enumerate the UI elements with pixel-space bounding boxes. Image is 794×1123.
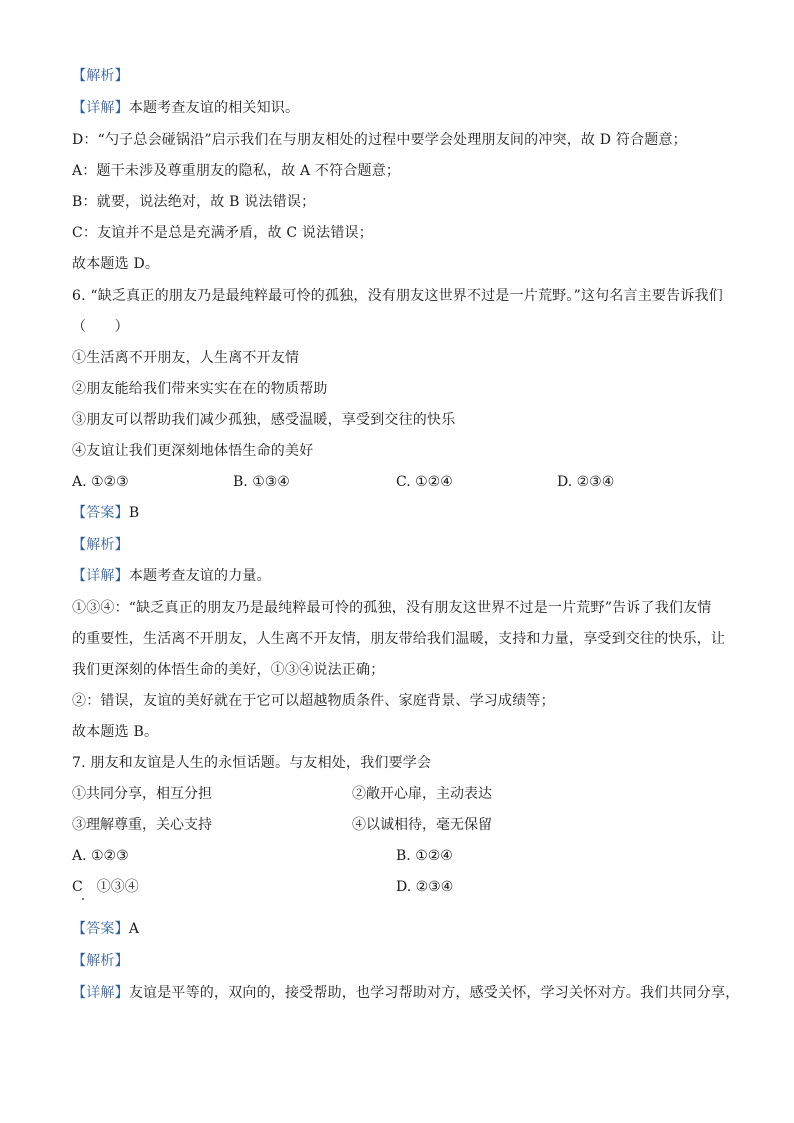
- stray-dot: [82, 898, 84, 900]
- question-stem: 7. 朋友和友谊是人生的永恒话题。与友相处，我们要学会: [72, 755, 432, 771]
- explain-line: 的重要性，生活离不开朋友，人生离不开友情，朋友带给我们温暖，支持和力量，享受到交往的快乐，让: [72, 631, 726, 647]
- answer-label: 【答案】: [72, 505, 129, 521]
- statement-item: ①共同分享，相互分担: [72, 786, 212, 802]
- statement-item: ④友谊让我们更深刻地体悟生命的美好: [72, 443, 314, 459]
- statement-item: ②朋友能给我们带来实实在在的物质帮助: [72, 381, 328, 397]
- statement-item: ②敞开心扉，主动表达: [352, 786, 492, 802]
- answer-blank: （ ）: [72, 319, 129, 335]
- conclusion: 故本题选 B。: [72, 724, 159, 740]
- question-stem: 6. “缺乏真正的朋友乃是最纯粹最可怜的孤独，没有朋友这世界不过是一片荒野。”这句名言主要告诉我们: [72, 288, 723, 304]
- option-c: C ①③④: [72, 879, 139, 895]
- detail-text: 本题考查友谊的相关知识。: [128, 100, 300, 116]
- explain-line: 我们更深刻的体悟生命的美好，①③④说法正确；: [72, 662, 385, 678]
- explain-line: ①③④：“缺乏真正的朋友乃是最纯粹最可怜的孤独，没有朋友这世界不过是一片荒野”告诉了我们友情: [72, 600, 712, 616]
- analysis-label: 【解析】: [72, 537, 129, 553]
- detail-label: 【详解】: [72, 100, 129, 116]
- detail-label: 【详解】: [72, 985, 129, 1001]
- answer-line: [72, 919, 139, 939]
- option-a: A. ①②③: [72, 474, 129, 490]
- statement-item: ③朋友可以帮助我们减少孤独，感受温暖，享受到交往的快乐: [72, 412, 456, 428]
- detail-line: [72, 98, 299, 118]
- option-b: B. ①②④: [396, 848, 453, 864]
- option-c: C. ①②④: [396, 474, 453, 490]
- explain-line: ②：错误，友谊的美好就在于它可以超越物质条件、家庭背景、学习成绩等；: [72, 693, 555, 709]
- statement-item: ③理解尊重，关心支持: [72, 817, 212, 833]
- statement-item: ①生活离不开朋友，人生离不开友情: [72, 350, 300, 366]
- option-d: D. ②③④: [396, 879, 454, 895]
- answer-value: A: [128, 921, 140, 937]
- detail-label: 【详解】: [72, 568, 129, 584]
- detail-line: [72, 983, 739, 1003]
- explain-line-c: C：友谊并不是总是充满矛盾，故 C 说法错误；: [72, 225, 373, 241]
- explain-line-b: B：就要，说法绝对，故 B 说法错误；: [72, 194, 316, 210]
- statement-item: ④以诚相待，毫无保留: [352, 817, 492, 833]
- answer-line: [72, 503, 139, 523]
- option-d: D. ②③④: [557, 474, 615, 490]
- analysis-label: 【解析】: [72, 953, 129, 969]
- detail-text: 友谊是平等的，双向的，接受帮助，也学习帮助对方，感受关怀，学习关怀对方。我们共同分享，: [128, 985, 740, 1001]
- detail-text: 本题考查友谊的力量。: [128, 568, 271, 584]
- detail-line: [72, 566, 271, 586]
- conclusion: 故本题选 D。: [72, 256, 160, 272]
- option-b: B. ①③④: [233, 474, 290, 490]
- answer-label: 【答案】: [72, 921, 129, 937]
- analysis-label: 【解析】: [72, 68, 129, 84]
- answer-value: B: [128, 505, 140, 521]
- explain-line-a: A：题干未涉及尊重朋友的隐私，故 A 不符合题意；: [72, 163, 401, 179]
- explain-line-d: D：“勺子总会碰锅沿”启示我们在与朋友相处的过程中要学会处理朋友间的冲突，故 D 符合题意；: [72, 132, 687, 148]
- option-a: A. ①②③: [72, 848, 129, 864]
